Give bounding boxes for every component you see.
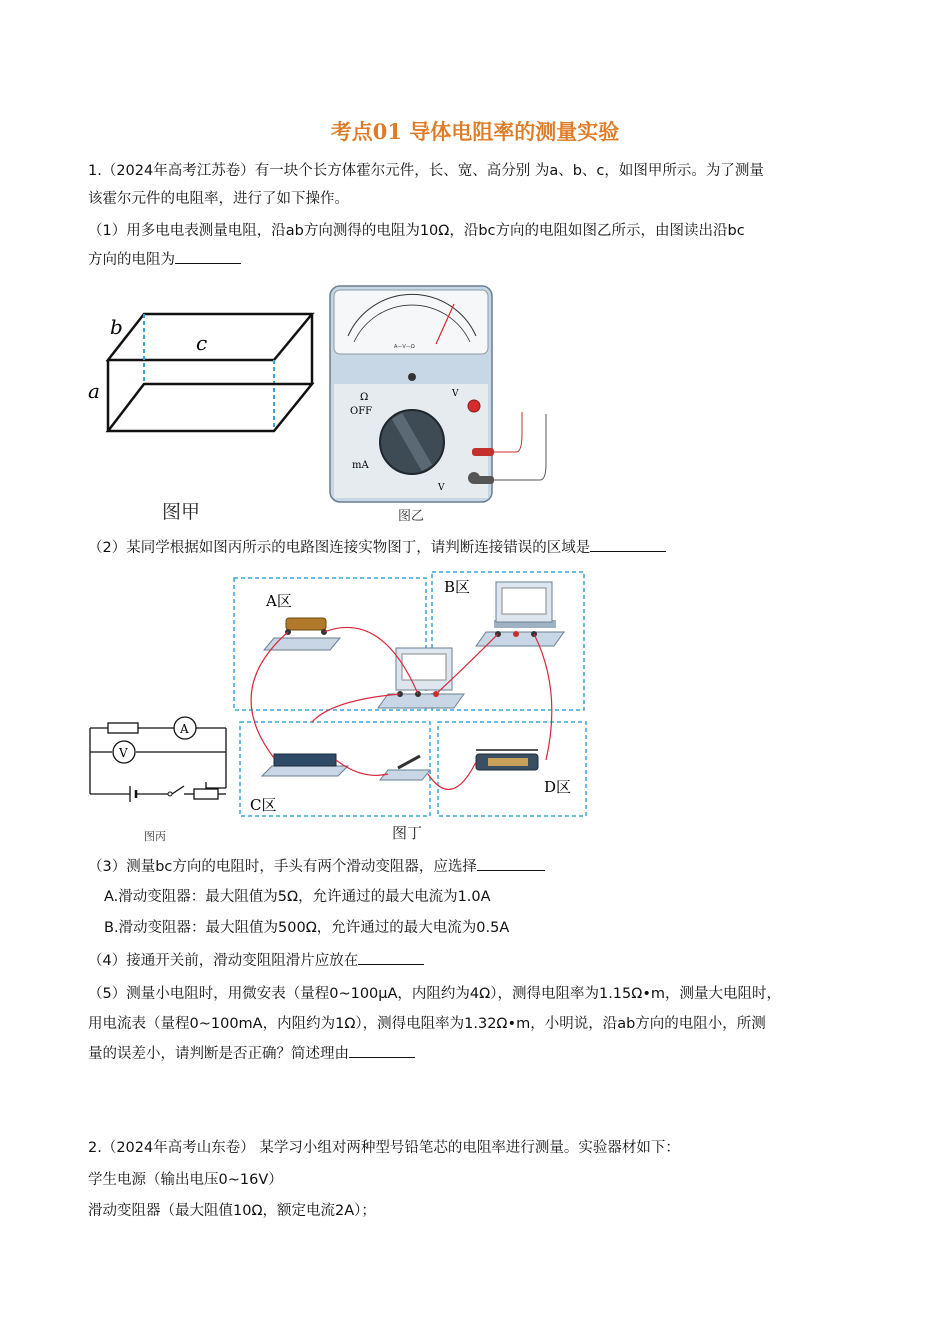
ohm-label: Ω	[360, 392, 369, 403]
figure-bing-circuit	[84, 712, 234, 846]
q1-part5-line2: 用电流表（量程0~100mA，内阻约为1Ω），测得电阻率为1.32Ω•m，小明说，沿ab方向的电阻小，所测	[88, 1016, 766, 1032]
figure-jia	[84, 296, 324, 528]
q2-line2: 学生电源（输出电压0~16V）	[88, 1172, 283, 1188]
ammeter-label: A	[180, 722, 189, 736]
figure-yi-multimeter	[326, 284, 556, 528]
zone-d-label: D区	[544, 778, 572, 796]
q1-part2	[88, 537, 666, 559]
answer-blank-3[interactable]	[477, 856, 545, 871]
label-b: b	[110, 315, 123, 339]
zone-c-label: C区	[250, 796, 277, 814]
v-label-top: V	[452, 389, 459, 399]
q1-part1-line2	[88, 249, 241, 271]
figure-bing-caption: 图丙	[144, 830, 166, 843]
off-label: OFF	[350, 406, 373, 417]
answer-blank-2[interactable]	[590, 537, 666, 552]
figure-ding-caption: 图丁	[392, 824, 423, 842]
q1-line2: 该霍尔元件的电阻率，进行了如下操作。	[88, 191, 349, 207]
v-label-bottom: V	[438, 483, 445, 493]
figure-jia-caption: 图甲	[162, 501, 201, 523]
figure-ding-wiring	[232, 570, 592, 846]
voltmeter-label: V	[119, 746, 128, 760]
q1-part5-line1: （5）测量小电阻时，用微安表（量程0~100μA，内阻约为4Ω），测得电阻率为1.15Ω•m，测量大电阻时，	[88, 986, 782, 1002]
q2-line3: 滑动变阻器（最大阻值10Ω，额定电流2A）；	[88, 1203, 376, 1219]
answer-blank-5[interactable]	[349, 1043, 415, 1058]
q1-part1-line1: （1）用多电电表测量电阻，沿ab方向测得的电阻为10Ω，沿bc方向的电阻如图乙所示，由图读出沿bc	[88, 223, 745, 239]
label-c: c	[196, 331, 208, 355]
zone-b-label: B区	[444, 578, 471, 596]
answer-blank-4[interactable]	[358, 950, 424, 965]
figure-yi-caption: 图乙	[398, 509, 425, 524]
option-a: A.滑动变阻器：最大阻值为5Ω，允许通过的最大电流为1.0A	[104, 889, 491, 905]
q1-part1-text: 方向的电阻为	[88, 252, 175, 268]
answer-blank-1[interactable]	[175, 249, 241, 264]
q1-part4-text: （4）接通开关前，滑动变阻阻滑片应放在	[88, 953, 359, 969]
q1-line1: 1.（2024年高考江苏卷）有一块个长方体霍尔元件，长、宽、高分别 为a、b、c，如图甲所示。为了测量	[88, 163, 764, 179]
zone-a-label: A区	[266, 592, 292, 610]
q1-part4	[88, 950, 424, 972]
q1-part3	[88, 856, 545, 878]
scale-label: A—V—Ω	[394, 344, 415, 350]
q2-line1: 2.（2024年高考山东卷） 某学习小组对两种型号铅笔芯的电阻率进行测量。实验器材如下：	[88, 1140, 680, 1156]
q1-part2-text: （2）某同学根据如图丙所示的电路图连接实物图丁，请判断连接错误的区域是	[88, 540, 591, 556]
label-a: a	[88, 379, 100, 403]
option-b: B.滑动变阻器：最大阻值为500Ω，允许通过的最大电流为0.5A	[104, 920, 510, 936]
q1-part3-text: （3）测量bc方向的电阻时，手头有两个滑动变阻器，应选择	[88, 859, 477, 875]
q1-part5-text: 量的误差小，请判断是否正确？简述理由	[88, 1046, 349, 1062]
ma-label: mA	[352, 460, 369, 471]
page-title: 考点01 导体电阻率的测量实验	[330, 119, 620, 144]
q1-part5-line3	[88, 1043, 415, 1065]
